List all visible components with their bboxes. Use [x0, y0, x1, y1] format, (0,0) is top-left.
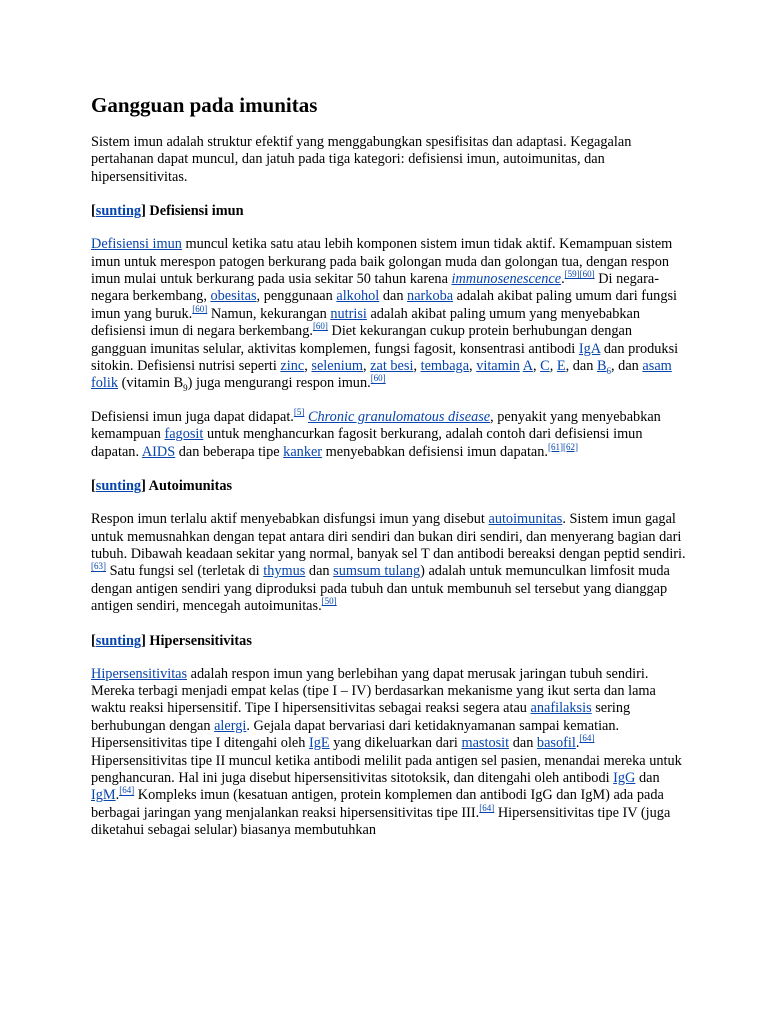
ref-64[interactable]: [64]	[119, 785, 135, 796]
heading-text: Autoimunitas	[148, 478, 233, 495]
link-alergi[interactable]: alergi	[214, 717, 247, 734]
edit-link-autoimunitas[interactable]: sunting	[95, 478, 142, 495]
link-selenium[interactable]: selenium	[311, 358, 364, 375]
link-zinc[interactable]: zinc	[280, 358, 305, 375]
link-autoimunitas[interactable]: autoimunitas	[488, 511, 563, 528]
ref-60[interactable]: [60]	[312, 321, 328, 332]
link-hipersensitivitas[interactable]: Hipersensitivitas	[91, 665, 188, 682]
link-vitamin-e[interactable]: E	[556, 358, 566, 375]
text: dan beberapa tipe	[175, 443, 284, 460]
text: .	[575, 735, 580, 752]
text: ) juga mengurangi respon imun.	[187, 375, 371, 392]
article	[91, 92, 691, 856]
bracket-close: ]	[141, 203, 146, 220]
bracket-close: ]	[141, 632, 146, 649]
intro-paragraph: Sistem imun adalah struktur efektif yang menggabungkan spesifisitas dan adaptasi. Kegagalan pertahanan dapat muncul, dan jatuh pada tiga kategori: defisiensi imun, autoimunitas, dan hipersensitivitas.	[91, 134, 632, 185]
bracket-open: [	[91, 203, 96, 220]
ref-64[interactable]: [64]	[479, 803, 495, 814]
text: Diet kekurangan cukup protein berhubungan dengan gangguan imunitas selular, aktivitas komplemen, fungsi fagosit, konsentrasi antibodi	[91, 323, 633, 357]
text: adalah akibat paling umum dari fungsi imun yang buruk.	[91, 288, 678, 322]
ref-64[interactable]: [64]	[579, 733, 595, 744]
link-thymus[interactable]: thymus	[263, 563, 306, 580]
link-chronic-granulomatous-disease[interactable]	[308, 409, 490, 425]
ref-60[interactable]: [60]	[579, 269, 595, 280]
link-vitamin-a[interactable]: A	[522, 358, 534, 375]
text: dan produksi sitokin. Defisiensi nutrisi seperti	[91, 340, 679, 375]
link-defisiensi-imun[interactable]: Defisiensi imun	[91, 236, 182, 253]
paragraph-defisiensi-2	[91, 409, 691, 461]
text: Defisiensi imun juga dapat didapat.	[91, 408, 294, 425]
link-mastosit[interactable]: mastosit	[461, 735, 510, 752]
link-nutrisi[interactable]: nutrisi	[330, 305, 367, 322]
text: Hipersensitivitas tipe IV (juga diketahui sebagai selular) biasanya membutuhkan	[91, 804, 671, 839]
heading-text: Hipersensitivitas	[149, 632, 252, 649]
link-sumsum-tulang[interactable]: sumsum tulang	[333, 563, 421, 580]
link-asam-folik[interactable]: asam folik	[91, 358, 672, 392]
text: menyebabkan defisiensi imun dapatan.	[322, 443, 548, 460]
text: . Gejala dapat bervariasi dari ketidaknyamanan sampai kematian. Hipersensitivitas tipe I ditengahi oleh	[91, 717, 620, 752]
text: adalah akibat paling umum yang menyebabkan defisiensi imun di negara berkembang.	[91, 305, 641, 340]
link-obesitas[interactable]: obesitas	[210, 288, 257, 305]
ref-63[interactable]: [63]	[91, 561, 106, 572]
text: Satu fungsi sel (terletak di	[106, 563, 264, 580]
text: . Sistem imun gagal untuk memusnahkan dengan tepat antara diri sendiri dan bukan diri sendiri, dan menyerang bagian dari tubuh. Dibawah keadaan sekitar yang normal, banyak sel T dan antibodi bereaksi dengan peptid sendiri.	[91, 511, 686, 562]
text: ,	[304, 358, 312, 375]
text: dan	[379, 288, 408, 305]
link-kanker[interactable]: kanker	[283, 443, 323, 460]
text: yang dikeluarkan dari	[329, 735, 462, 752]
ref-60[interactable]: [60]	[192, 304, 208, 315]
text: (vitamin B	[118, 375, 184, 392]
text: adalah respon imun yang berlebihan yang dapat merusak jaringan tubuh sendiri. Mereka terbagi menjadi empat kelas (tipe I – IV) berdasarkan mekanisme yang ikut serta dan lama waktu reaksi hipersensitif. Tipe I hipersensitivitas sebagai reaksi segera atau	[91, 665, 656, 717]
link-igm[interactable]: IgM	[91, 787, 116, 804]
link-iga[interactable]: IgA	[578, 340, 601, 357]
subscript: 6	[606, 365, 612, 376]
text: ,	[533, 358, 541, 375]
text: , penyakit yang menyebabkan kemampuan	[91, 408, 661, 443]
edit-link-hipersensitivitas[interactable]: sunting	[95, 632, 142, 649]
text: Di negara-negara berkembang,	[91, 271, 659, 305]
link-zat-besi[interactable]: zat besi	[370, 358, 414, 375]
link-anafilaksis[interactable]: anafilaksis	[530, 700, 592, 717]
link-vitamin-b6[interactable]	[597, 358, 611, 374]
link-ige[interactable]: IgE	[308, 735, 330, 752]
link-vitamin[interactable]: vitamin	[476, 358, 520, 375]
link-alkohol[interactable]: alkohol	[336, 288, 380, 305]
link-tembaga[interactable]: tembaga	[420, 358, 470, 375]
section-heading-hipersensitivitas	[91, 632, 691, 650]
text: Hipersensitivitas tipe II muncul ketika antibodi melilit pada antigen sel pasien, menandai mereka untuk penghancuran. Hal ini juga disebut hipersensitivitas sitotoksik, dan ditengahi oleh antibodi	[91, 752, 682, 786]
text: Respon imun terlalu aktif menyebabkan disfungsi imun yang disebut	[91, 511, 489, 528]
link-fagosit[interactable]: fagosit	[164, 426, 204, 443]
text: Namun, kekurangan	[207, 305, 331, 322]
text: ) adalah untuk memunculkan limfosit muda dengan antigen sendiri yang diproduksi pada tubuh dan untuk membunuh sel tersebut yang dianggap antigen sendiri, mencegah autoimunitas.	[91, 563, 670, 615]
text: sering berhubungan dengan	[91, 700, 631, 734]
page-title: Gangguan pada imunitas	[91, 93, 318, 117]
link-narkoba[interactable]: narkoba	[407, 288, 454, 305]
text: , penggunaan	[256, 288, 337, 305]
ref-59[interactable]: [59]	[564, 269, 580, 280]
text: ,	[413, 358, 421, 375]
ref-60[interactable]: [60]	[370, 373, 386, 384]
ref-62[interactable]: [62]	[562, 441, 578, 452]
heading-text: Defisiensi imun	[149, 203, 244, 220]
edit-link-defisiensi[interactable]: sunting	[95, 203, 142, 220]
link-aids[interactable]: AIDS	[141, 443, 176, 460]
link-immunosenescence[interactable]	[452, 271, 562, 287]
paragraph-hipersensitivitas	[91, 666, 691, 840]
link-vitamin-c[interactable]: C	[540, 358, 550, 375]
link-text: immunosenescence	[451, 271, 562, 288]
text: dan	[635, 769, 660, 786]
bracket-open: [	[91, 478, 96, 495]
paragraph-defisiensi-1	[91, 236, 691, 393]
section-heading-defisiensi	[91, 202, 691, 220]
text: dan	[509, 735, 537, 752]
link-text: Chronic granulomatous disease	[307, 408, 491, 425]
link-text: B	[596, 358, 607, 375]
text: , dan	[611, 358, 643, 375]
text: , dan	[565, 358, 597, 375]
section-heading-autoimunitas	[91, 477, 691, 495]
text: untuk menghancurkan fagosit berkurang, adalah contoh dari defisiensi imun dapatan.	[91, 426, 643, 460]
bracket-open: [	[91, 632, 96, 649]
bracket-close: ]	[141, 478, 146, 495]
text: muncul ketika satu atau lebih komponen sistem imun tidak aktif. Kemampuan sistem imun untuk merespon patogen berkurang pada baik golongan muda dan golongan tua, dengan respon imun mulai untuk berkurang pada usia sekitar 50 tahun karena	[91, 236, 673, 288]
text: dan	[305, 563, 334, 580]
link-igg[interactable]: IgG	[613, 769, 636, 786]
ref-50[interactable]: [50]	[321, 596, 337, 607]
ref-61[interactable]: [61]	[547, 441, 563, 452]
text: .	[561, 271, 565, 288]
text: ,	[549, 358, 557, 375]
text: .	[115, 787, 120, 804]
ref-5[interactable]: [5]	[293, 407, 305, 418]
text: ,	[363, 358, 371, 375]
paragraph-autoimunitas	[91, 511, 691, 615]
text: ,	[469, 358, 477, 375]
link-basofil[interactable]: basofil	[536, 735, 576, 752]
text: Kompleks imun (kesatuan antigen, protein komplemen dan antibodi IgG dan IgM) ada pada berbagai jaringan yang menjalankan reaksi hipersensitivitas tipe III.	[91, 787, 664, 821]
subscript: 9	[183, 383, 188, 394]
